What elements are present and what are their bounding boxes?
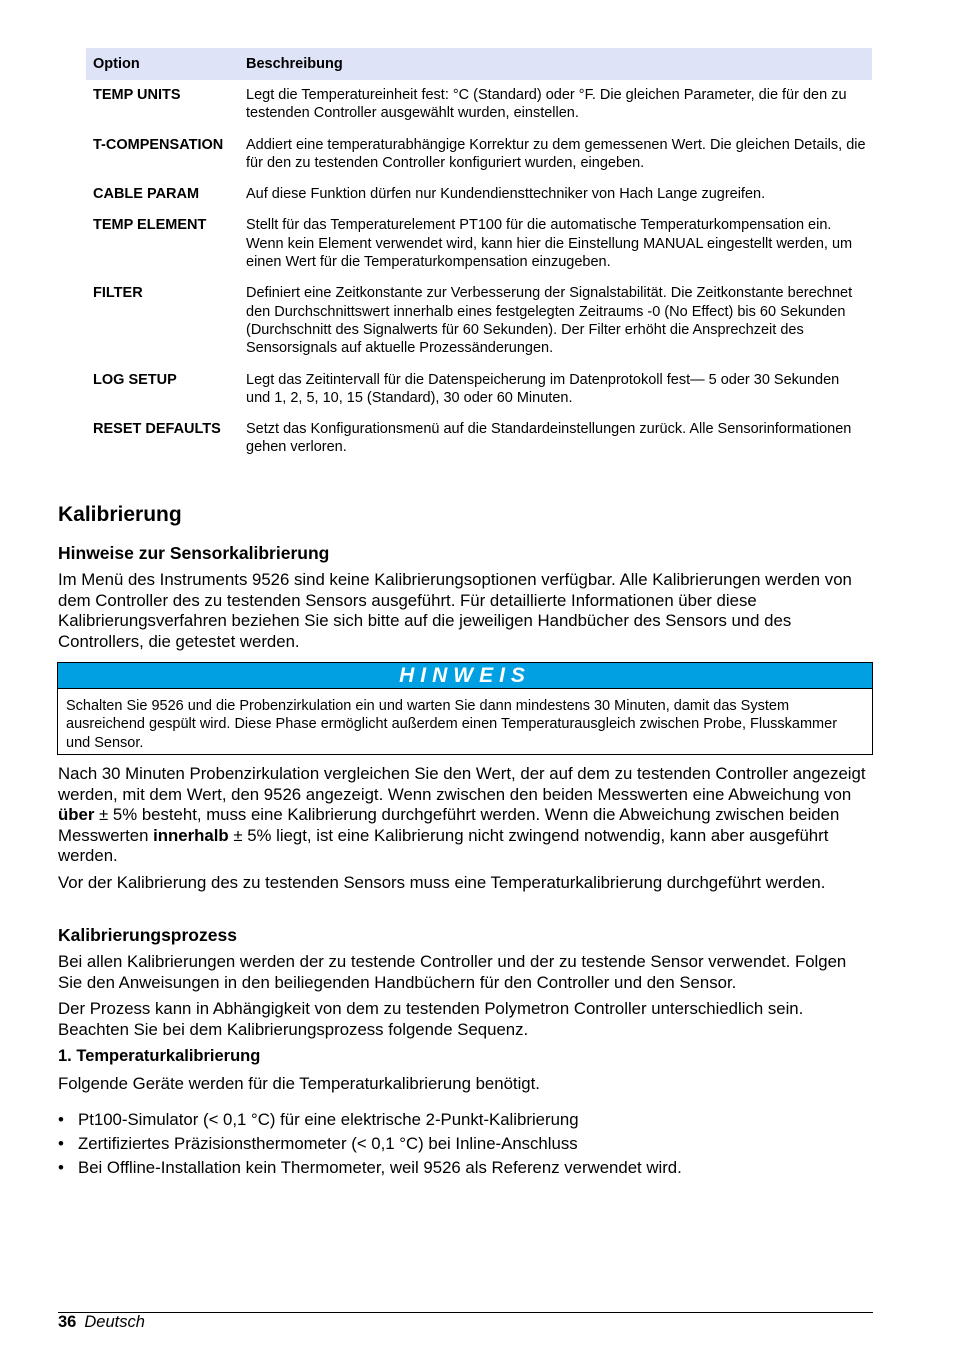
bullet-icon: • [58,1134,64,1153]
page-footer [58,1313,145,1332]
notice-heading: HINWEIS [58,663,872,689]
notice-box [57,662,873,755]
option-cell: T-COMPENSATION [93,136,224,153]
header-description: Beschreibung [246,56,343,72]
subsection-title-sensor-calibration: Hinweise zur Sensorkalibrierung [58,543,330,563]
option-cell: CABLE PARAM [93,186,200,203]
list-item-text: Zertifiziertes Präzisionsthermometer (< 0,1 °C) bei Inline-Anschluss [78,1134,578,1153]
step-intro: Folgende Geräte werden für die Temperaturkalibrierung benötigt. [58,1074,540,1093]
comparison-text-2: ± 5% besteht, muss eine Kalibrierung durchgeführt werden. Wenn die Abweichung zwischen beiden Messwerten [58,805,840,845]
table-row [86,420,872,457]
subsection-title-calibration-process: Kalibrierungsprozess [58,925,237,945]
comparison-text-1: Nach 30 Minuten Probenzirkulation vergleichen Sie den Wert, der auf dem zu testenden Controller angezeigt werden, mit dem Wert, den 9526 angezeigt. Wenn zwischen den beiden Messwerten eine Abweichung von [58,764,866,804]
comparison-text-3: ± 5% liegt, ist eine Kalibrierung nicht zwingend notwendig, kann aber ausgeführt werden. [58,825,829,865]
table-row [86,371,872,408]
table-row [86,136,872,173]
equipment-list [58,1108,682,1180]
footer-language: Deutsch [84,1313,145,1331]
header-option: Option [93,56,140,72]
description-cell: Definiert eine Zeitkonstante zur Verbesserung der Signalstabilität. Die Zeitkonstante berechnet den Durchschnittswert innerhalb eines festgelegten Zeitraums -0 (No Effect) bis 60 Sekunden (Durchschnitt des Signalwerts für 60 Sekunden). Der Filter erhöht die Ansprechzeit des Sensorsignals auf aktuelle Prozessänderungen. [246,285,853,357]
option-cell: TEMP ELEMENT [93,217,207,234]
comparison-bold-2: innerhalb [153,825,229,845]
intro-paragraph: Im Menü des Instruments 9526 sind keine Kalibrierungsoptionen verfügbar. Alle Kalibrierungen werden von dem Controller des zu testenden Sensors ausgeführt. Für detaillierte Informationen über diese Kalibrierungsverfahren beziehen Sie sich bitte auf die jeweiligen Handbücher des Sensors und des Controllers, die getestet werden. [58,570,852,651]
process-paragraph-2: Der Prozess kann in Abhängigkeit von dem zu testenden Polymetron Controller unterschiedlich sein. Beachten Sie bei dem Kalibrierungsprozess folgende Sequenz. [58,999,804,1039]
step-title-temperature-calibration: 1. Temperaturkalibrierung [58,1047,261,1065]
description-cell: Legt die Temperatureinheit fest: °C (Standard) oder °F. Die gleichen Parameter, die für den zu testenden Controller ausgewählt wurden, einstellen. [246,87,847,122]
table-header [86,48,872,80]
description-cell: Setzt das Konfigurationsmenü auf die Standardeinstellungen zurück. Alle Sensorinformationen gehen verloren. [246,421,852,456]
description-cell: Addiert eine temperaturabhängige Korrektur zu dem gemessenen Wert. Die gleichen Details, die für den zu testenden Controller konfiguriert wurden, eingeben. [246,136,866,171]
notice-text: Schalten Sie 9526 und die Probenzirkulation ein und warten Sie dann mindestens 30 Minuten, damit das System ausreichend gespült wird. Diese Phase ermöglicht außerdem einen Temperaturausgleich zwischen Probe, Flusskammer und Sensor. [66,698,838,751]
table-row [86,284,872,357]
bullet-icon: • [58,1110,64,1129]
list-item [58,1156,682,1180]
page-number: 36 [58,1313,77,1331]
option-cell: TEMP UNITS [93,87,181,103]
footer-divider [58,1312,873,1313]
table-row [86,216,872,271]
bullet-icon: • [58,1158,64,1177]
option-cell: LOG SETUP [93,371,177,388]
list-item-text: Bei Offline-Installation kein Thermometer, weil 9526 als Referenz verwendet wird. [78,1158,682,1177]
description-cell: Stellt für das Temperaturelement PT100 für die automatische Temperaturkompensation ein. Wenn kein Element verwendet wird, kann hier die Einstellung MANUAL eingestellt werden, um einen Wert für die Temperaturkompensation einzugeben. [246,217,853,271]
table-row [86,86,872,123]
comparison-paragraph [58,764,873,867]
list-item [58,1132,682,1156]
comparison-bold-1: über [58,805,95,824]
list-item [58,1108,682,1132]
process-paragraph-1: Bei allen Kalibrierungen werden der zu testende Controller und der zu testende Sensor verwendet. Folgen Sie den Anweisungen in den beiliegenden Handbüchern für den Controller und den Sensor. [58,952,847,992]
list-item-text: Pt100-Simulator (< 0,1 °C) für eine elektrische 2-Punkt-Kalibrierung [78,1110,579,1129]
section-title: Kalibrierung [58,503,182,526]
description-cell: Legt das Zeitintervall für die Datenspeicherung im Datenprotokoll fest— 5 oder 30 Sekunden und 1, 2, 5, 10, 15 (Standard), 30 oder 60 Minuten. [246,371,840,406]
temperature-note-paragraph: Vor der Kalibrierung des zu testenden Sensors muss eine Temperaturkalibrierung durchgeführt werden. [58,873,826,892]
options-table [86,48,872,457]
option-cell: FILTER [93,285,143,302]
option-cell: RESET DEFAULTS [93,421,221,438]
description-cell: Auf diese Funktion dürfen nur Kundendiensttechniker von Hach Lange zugreifen. [246,186,766,203]
table-row [86,185,872,203]
